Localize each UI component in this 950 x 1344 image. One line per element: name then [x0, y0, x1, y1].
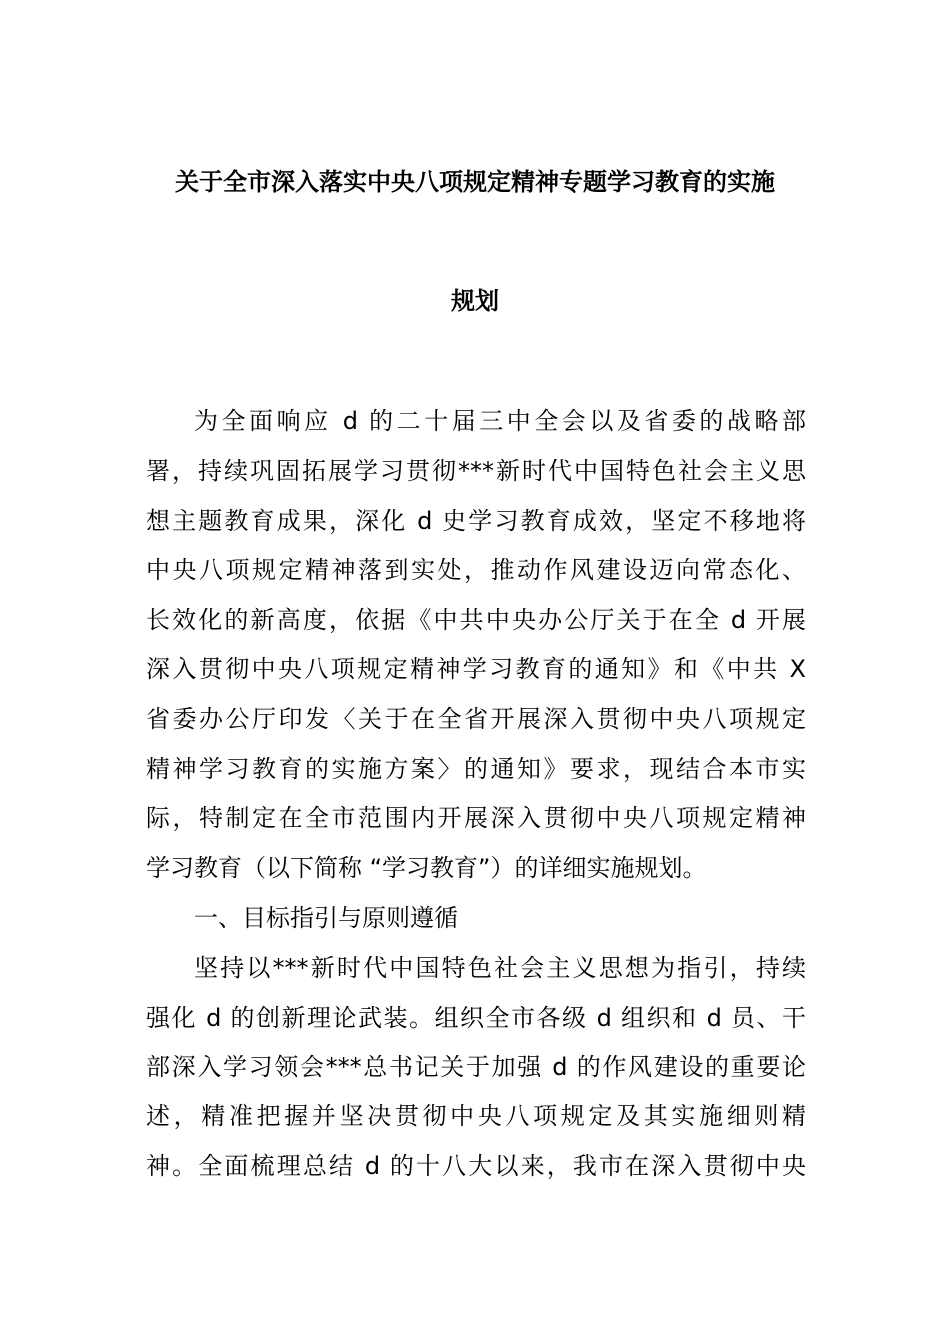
paragraph-line: 想主题教育成果，深化 d 史学习教育成效，坚定不移地将 [146, 507, 806, 535]
paragraph-line: 为全面响应 d 的二十届三中全会以及省委的战略部 [194, 407, 806, 435]
paragraph-line: 强化 d 的创新理论武装。组织全市各级 d 组织和 d 员、干 [146, 1004, 806, 1032]
document-title-line-1: 关于全市深入落实中央八项规定精神专题学习教育的实施 [175, 168, 775, 196]
paragraph-line: 精神学习教育的实施方案〉的通知》要求，现结合本市实 [146, 755, 806, 783]
paragraph-line: 坚持以***新时代中国特色社会主义思想为指引，持续 [194, 954, 806, 982]
paragraph-line: 中央八项规定精神落到实处，推动作风建设迈向常态化、 [146, 556, 806, 584]
paragraph-line: 署，持续巩固拓展学习贯彻***新时代中国特色社会主义思 [146, 457, 806, 485]
paragraph-line: 学习教育（以下简称 “学习教育”）的详细实施规划。 [146, 854, 707, 882]
paragraph-line: 深入贯彻中央八项规定精神学习教育的通知》和《中共 X [146, 655, 806, 683]
paragraph-line: 述，精准把握并坚决贯彻中央八项规定及其实施细则精 [146, 1102, 806, 1130]
paragraph-line: 际，特制定在全市范围内开展深入贯彻中央八项规定精神 [146, 804, 806, 832]
paragraph-line: 部深入学习领会***总书记关于加强 d 的作风建设的重要论 [146, 1053, 806, 1081]
paragraph-line: 省委办公厅印发〈关于在全省开展深入贯彻中央八项规定 [146, 705, 806, 733]
paragraph-line: 长效化的新高度，依据《中共中央办公厅关于在全 d 开展 [146, 606, 806, 634]
document-title-line-2: 规划 [451, 287, 499, 315]
section-heading: 一、目标指引与原则遵循 [194, 904, 458, 932]
paragraph-line: 神。全面梳理总结 d 的十八大以来，我市在深入贯彻中央 [146, 1152, 806, 1180]
